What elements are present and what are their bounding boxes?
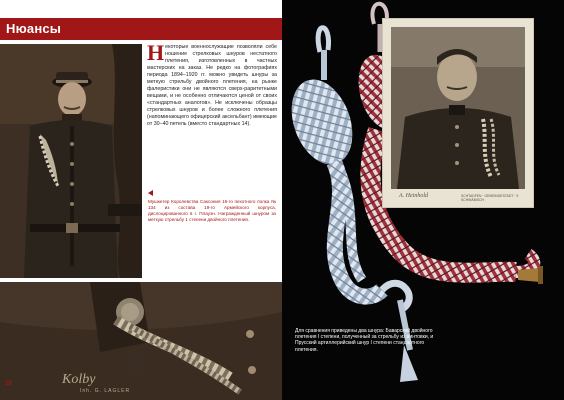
vintage-photo-image xyxy=(391,27,525,189)
spine-label: СОЛДАТСКИЕ НАГРАДЫ · ШНУРЫ xyxy=(133,348,146,372)
soldier-portrait-photo xyxy=(0,44,142,278)
caption-arrow-icon xyxy=(148,190,153,196)
vintage-cabinet-photo xyxy=(382,18,534,208)
soldier-portrait-illustration xyxy=(0,44,142,278)
studio-address: SCHTADFEN · GEMEINDESTADT · 9 SCHWÄBISCH xyxy=(461,194,519,202)
section-title: Нюансы xyxy=(6,21,62,36)
soldier-vintage-illustration xyxy=(391,27,525,189)
studio-signature: A. Heinhold xyxy=(399,193,428,199)
right-page xyxy=(282,0,564,400)
cord-detail-illustration xyxy=(0,282,282,400)
photo-studio-subtitle: Inh. G. LAGLER xyxy=(80,388,131,394)
drop-cap: Н xyxy=(147,40,165,65)
photo-caption: Мушкетер Королевства Саксония 16-го пехотного полка № 134 из состава 19-го Армейского корпуса, дислоцированного в г. Плауэн. Награжденный шнуром за меткую стрельбу 1 степени двойного плетения. xyxy=(148,199,276,222)
cords-caption: Для сравнения приведены два шнура: Баварский двойного плетения I степени, полученный за стрельбу из винтовки, и Прусский артиллерийский шнур I степени стандартного плетения. xyxy=(295,328,434,353)
page-number: 10 xyxy=(5,381,12,387)
shoulder-cord-detail-photo xyxy=(0,282,282,400)
photo-studio-signature: Kolby xyxy=(62,372,96,387)
article-body xyxy=(147,40,277,128)
article-body-text: екоторые военнослужащие позволяли себе ношение стрелковых шнуров нестатного плетения, изготовленных в частных мастерских на заказ. Не редко на фотографиях периода 1894–1920 гг. можно увидеть шнуры за меткую стрельбу двойного плетения, на рынке фалеристики они не являются сверх-раритетными вещами, и не особенно отличаются ценой от своих «стандартных аналогов». Не исключены образцы стрелковых шнуров и более сложного плетения (напоминающего офицерский аксельбант) имеющие от 30–40 петель (вместо стандартных 14). xyxy=(147,44,277,127)
